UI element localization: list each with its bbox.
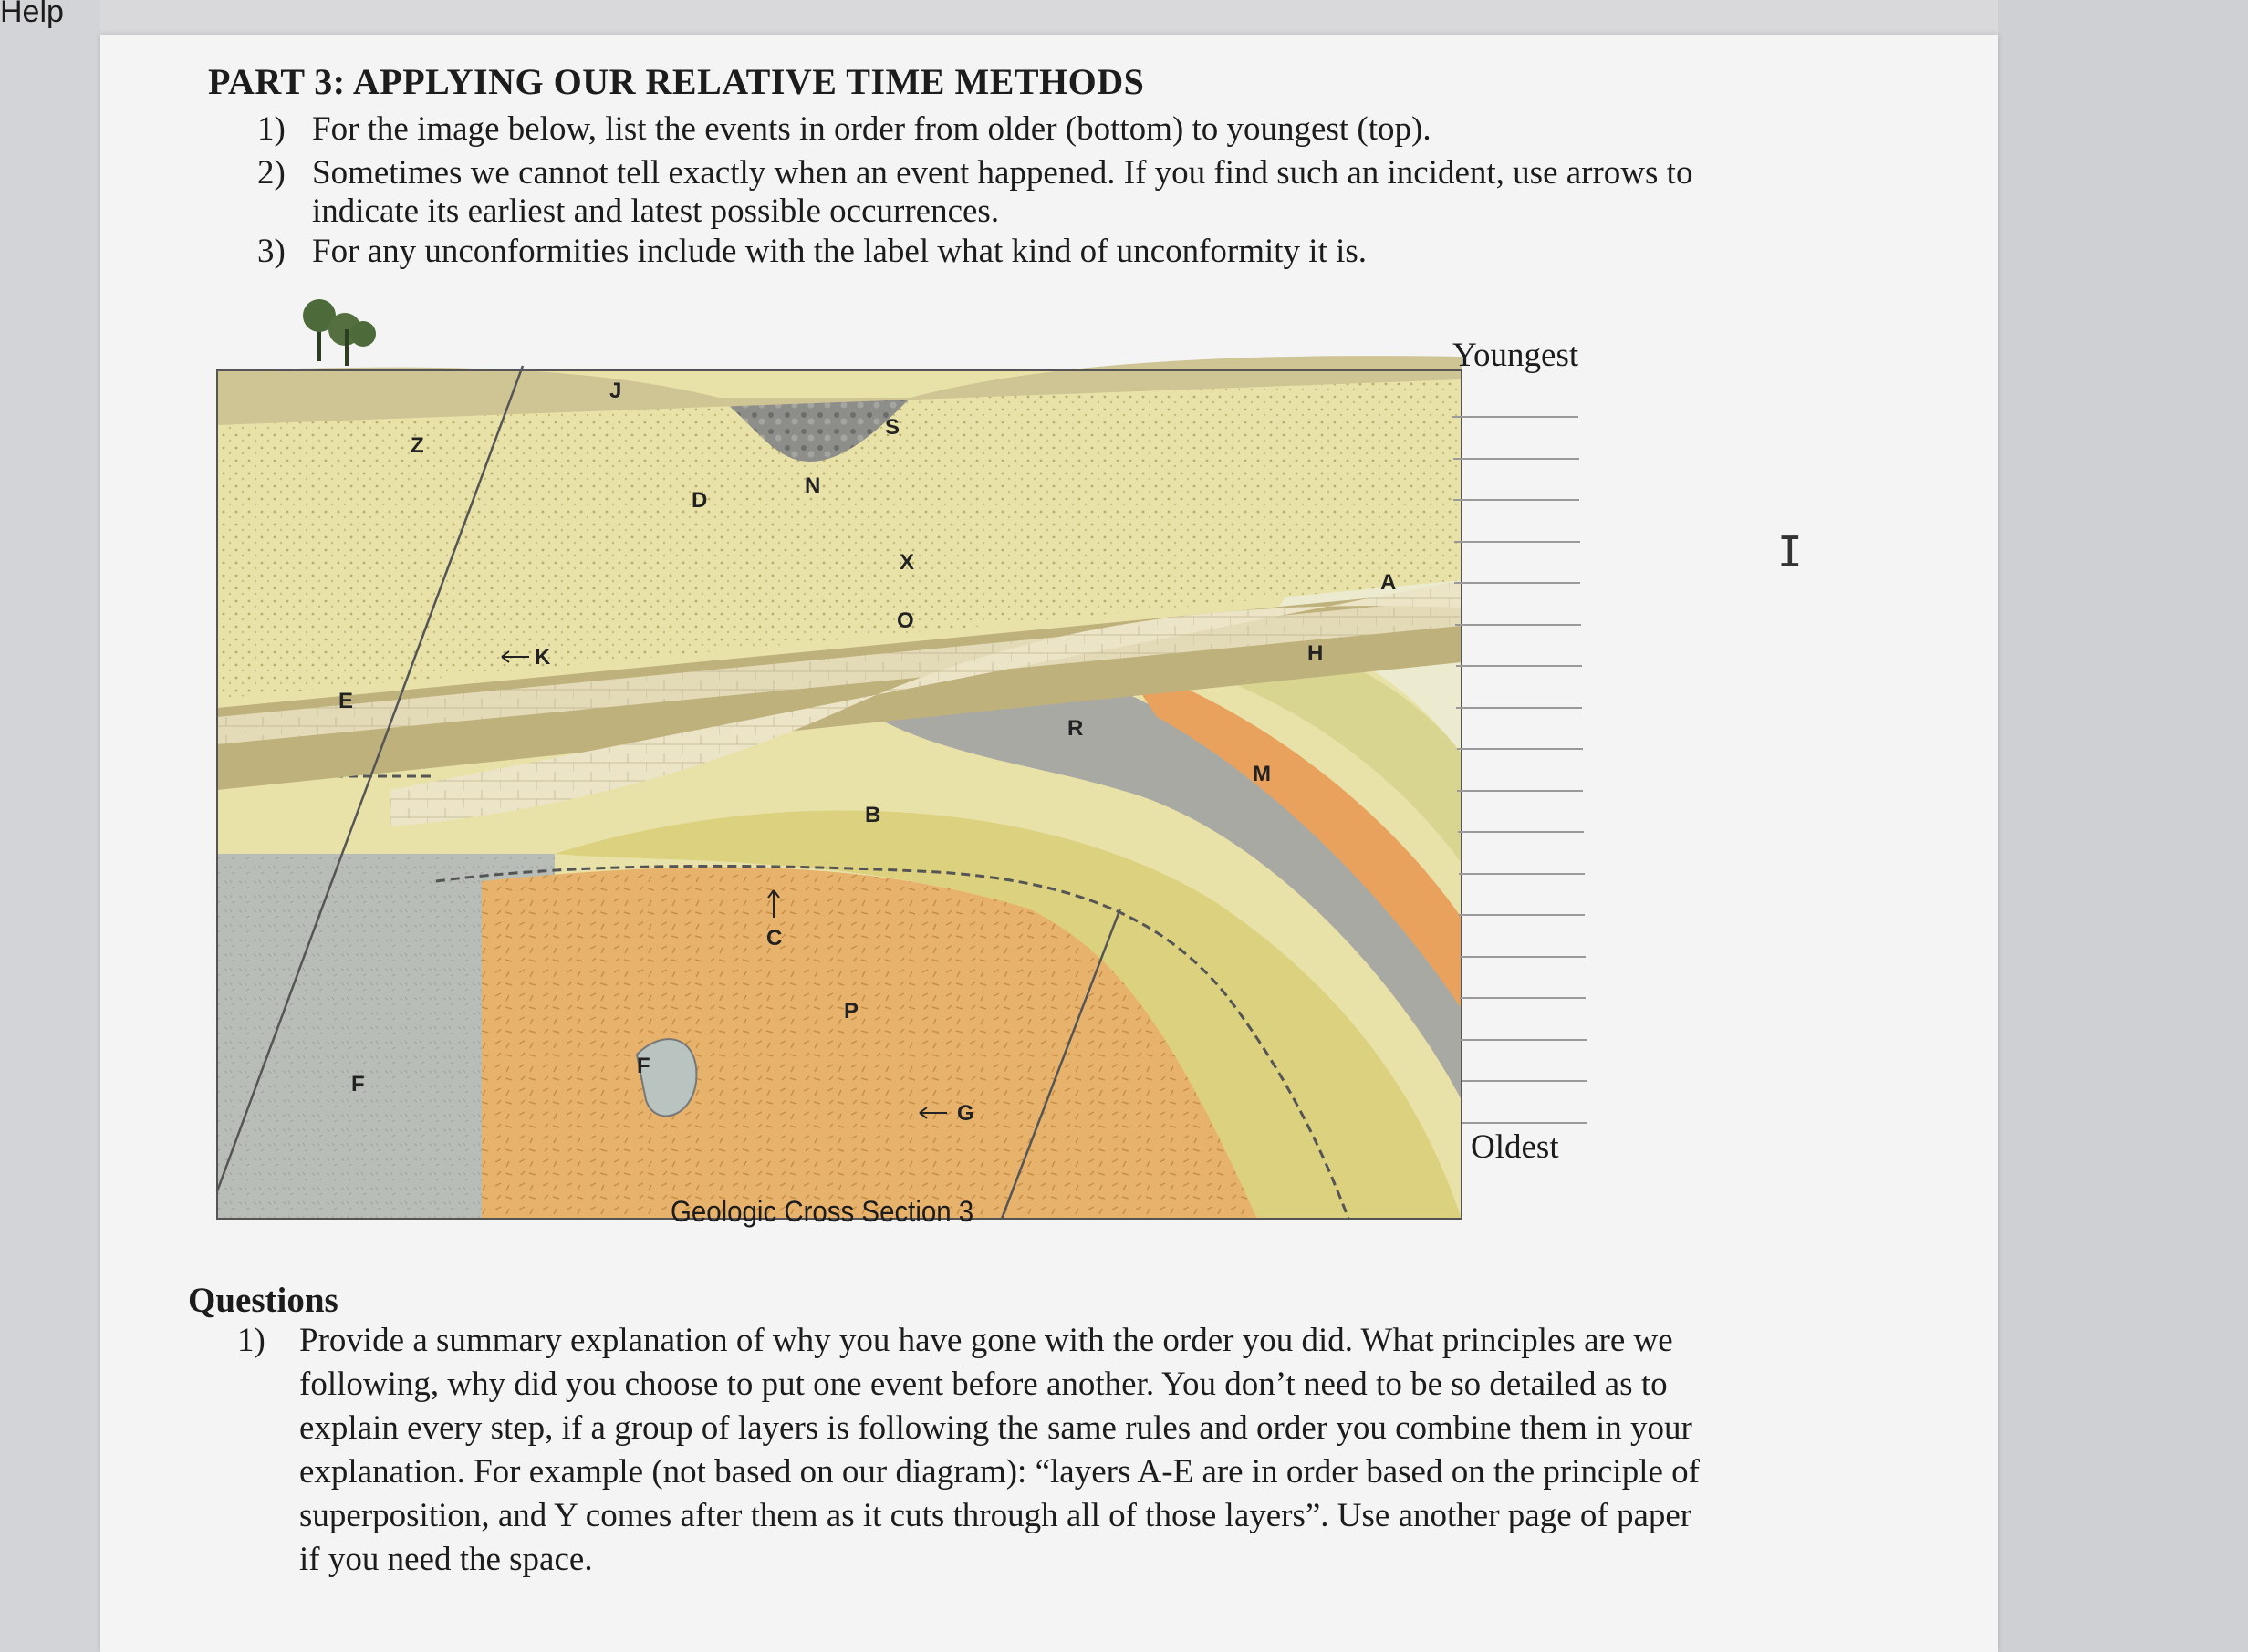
part-title: PART 3: APPLYING OUR RELATIVE TIME METHODS [208,61,1145,102]
answer-blank-line[interactable] [1458,831,1584,833]
text-cursor-icon: I [1777,527,1803,577]
label-f: F [351,1072,365,1096]
instruction-text: Sometimes we cannot tell exactly when an event happened. If you find such an incident, use arrows to [312,154,1693,192]
questions-title: Questions [188,1281,338,1320]
instruction-3 [257,232,1367,271]
answer-blank-line[interactable] [1462,1122,1587,1124]
answer-blank-line[interactable] [1452,416,1578,418]
desktop-background-left [0,0,100,1652]
desktop-background-right [1998,0,2248,1652]
label-j: J [609,379,622,403]
label-k: K [535,645,551,670]
answer-blank-line[interactable] [1457,748,1583,750]
question-1-line: following, why did you choose to put one event before another. You don’t need to be so detailed as to [299,1366,1668,1403]
instruction-number: 3) [257,233,286,270]
question-1-line: explain every step, if a group of layers is following the same rules and order you combine them in your [299,1409,1692,1447]
answer-blank-line[interactable] [1460,997,1586,999]
answer-blank-line[interactable] [1460,956,1586,958]
instruction-number: 1) [257,110,286,148]
label-x: X [900,550,915,575]
youngest-label: Youngest [1452,337,1579,374]
question-1-number: 1) [237,1322,265,1359]
instruction-1 [257,109,1431,149]
label-c: C [766,926,783,951]
answer-blank-line[interactable] [1453,499,1579,501]
answer-blank-line[interactable] [1461,1039,1587,1041]
label-h: H [1307,641,1324,666]
instruction-number: 2) [257,154,286,192]
question-1-line: superposition, and Y comes after them as it cuts through all of those layers”. Use another page of paper [299,1497,1692,1534]
label-p: P [844,999,859,1023]
question-1-line: Provide a summary explanation of why you have gone with the order you did. What principles are we [299,1322,1673,1359]
geologic-cross-section [208,279,1608,1273]
instruction-2 [257,153,1692,192]
trees-icon [303,299,376,366]
answer-blank-line[interactable] [1454,541,1580,543]
label-b: B [865,803,881,827]
label-s: S [885,415,900,440]
answer-blank-line[interactable] [1459,914,1585,916]
label-o: O [897,608,914,633]
label-d: D [692,488,708,513]
label-r: R [1067,716,1084,741]
label-g: G [957,1101,974,1126]
answer-blank-line[interactable] [1454,582,1580,584]
label-n: N [805,473,821,498]
label-e: E [338,689,354,713]
label-z: Z [411,433,424,458]
label-f-blob: F [637,1054,650,1078]
document-page [100,35,1998,1652]
answer-blank-line[interactable] [1455,624,1581,626]
answer-blank-line[interactable] [1456,707,1582,709]
label-m: M [1253,762,1271,786]
answer-blank-line[interactable] [1459,873,1585,875]
answer-blank-line[interactable] [1453,458,1579,460]
instruction-2-continued: indicate its earliest and latest possible occurrences. [312,192,1000,230]
answer-blank-line[interactable] [1456,665,1582,667]
oldest-label: Oldest [1471,1128,1559,1166]
instruction-text: For any unconformities include with the label what kind of unconformity it is. [312,233,1368,270]
menu-help[interactable]: Help [0,0,64,29]
question-1-line: if you need the space. [299,1541,593,1578]
answer-blank-line[interactable] [1457,790,1583,792]
instruction-text: For the image below, list the events in order from older (bottom) to youngest (top). [312,110,1431,148]
label-a: A [1380,570,1397,595]
answer-blank-line[interactable] [1462,1080,1587,1082]
diagram-caption: Geologic Cross Section 3 [671,1195,974,1228]
question-1-line: explanation. For example (not based on our diagram): “layers A-E are in order based on the principle of [299,1453,1700,1491]
